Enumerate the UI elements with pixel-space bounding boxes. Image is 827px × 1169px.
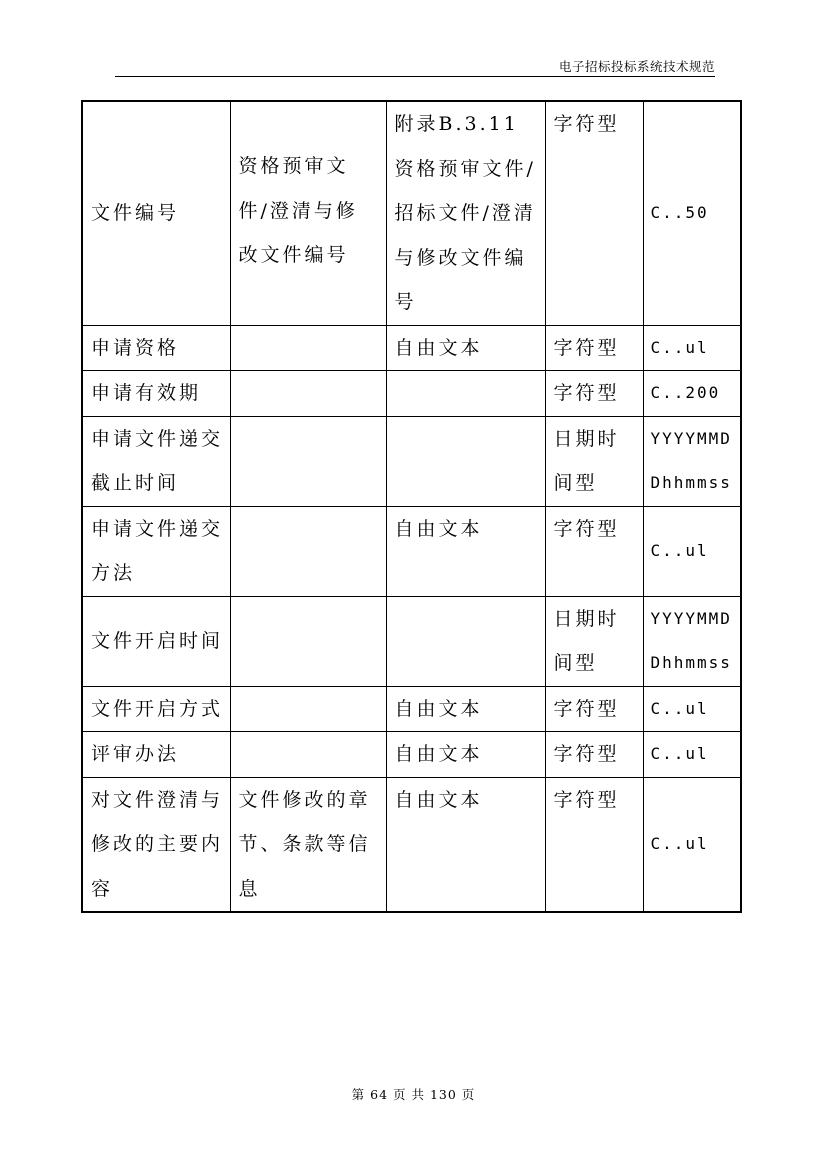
table-cell-source: 自由文本 <box>386 325 545 371</box>
table-cell-description: 文件修改的章节、条款等信息 <box>230 777 386 912</box>
table-cell-name: 申请有效期 <box>82 371 230 417</box>
table-cell-type: 日期时间型 <box>545 416 643 506</box>
table-cell-name: 文件开启方式 <box>82 686 230 732</box>
table-cell-name: 评审办法 <box>82 732 230 778</box>
table-cell-format: YYYYMMDDhhmmss <box>643 596 741 686</box>
table-cell-description <box>230 506 386 596</box>
table-cell-format: YYYYMMDDhhmmss <box>643 416 741 506</box>
table-cell-description: 资格预审文件/澄清与修改文件编号 <box>230 101 386 325</box>
table-cell-type: 日期时间型 <box>545 596 643 686</box>
running-header-title: 电子招标投标系统技术规范 <box>558 59 715 74</box>
table-row <box>82 371 741 417</box>
page-number-footer: 第 64 页 共 130 页 <box>351 1087 476 1102</box>
table-cell-name: 申请文件递交截止时间 <box>82 416 230 506</box>
table-cell-name: 文件编号 <box>82 101 230 325</box>
table-cell-description <box>230 325 386 371</box>
table-cell-source <box>386 416 545 506</box>
table-cell-type: 字符型 <box>545 101 643 325</box>
header-rule <box>115 76 715 77</box>
table-cell-format: C..ul <box>643 777 741 912</box>
table-cell-type: 字符型 <box>545 371 643 417</box>
table-cell-description <box>230 596 386 686</box>
table-cell-name: 对文件澄清与修改的主要内容 <box>82 777 230 912</box>
table-cell-type: 字符型 <box>545 732 643 778</box>
table-cell-description <box>230 371 386 417</box>
table-row <box>82 686 741 732</box>
table-row <box>82 596 741 686</box>
table-cell-format: C..200 <box>643 371 741 417</box>
table-cell-name: 申请资格 <box>82 325 230 371</box>
table-cell-type: 字符型 <box>545 777 643 912</box>
table-row <box>82 732 741 778</box>
table-row <box>82 416 741 506</box>
table-cell-type: 字符型 <box>545 506 643 596</box>
data-element-table <box>81 100 742 913</box>
table-cell-name: 申请文件递交方法 <box>82 506 230 596</box>
table-cell-format: C..ul <box>643 506 741 596</box>
table-cell-source <box>386 596 545 686</box>
table-cell-source: 自由文本 <box>386 732 545 778</box>
table-row <box>82 777 741 912</box>
table-cell-format: C..50 <box>643 101 741 325</box>
table-cell-source: 自由文本 <box>386 506 545 596</box>
table-cell-description <box>230 732 386 778</box>
table-row <box>82 506 741 596</box>
table-cell-source: 自由文本 <box>386 777 545 912</box>
table-cell-format: C..ul <box>643 686 741 732</box>
table-cell-format: C..ul <box>643 325 741 371</box>
table-cell-type: 字符型 <box>545 325 643 371</box>
table-row <box>82 101 741 325</box>
table-cell-source: 附录B.3.11资格预审文件/招标文件/澄清与修改文件编号 <box>386 101 545 325</box>
table-cell-format: C..ul <box>643 732 741 778</box>
table-cell-name: 文件开启时间 <box>82 596 230 686</box>
table-cell-source: 自由文本 <box>386 686 545 732</box>
table-cell-description <box>230 686 386 732</box>
table-cell-type: 字符型 <box>545 686 643 732</box>
table-cell-source <box>386 371 545 417</box>
table-cell-description <box>230 416 386 506</box>
table-row <box>82 325 741 371</box>
